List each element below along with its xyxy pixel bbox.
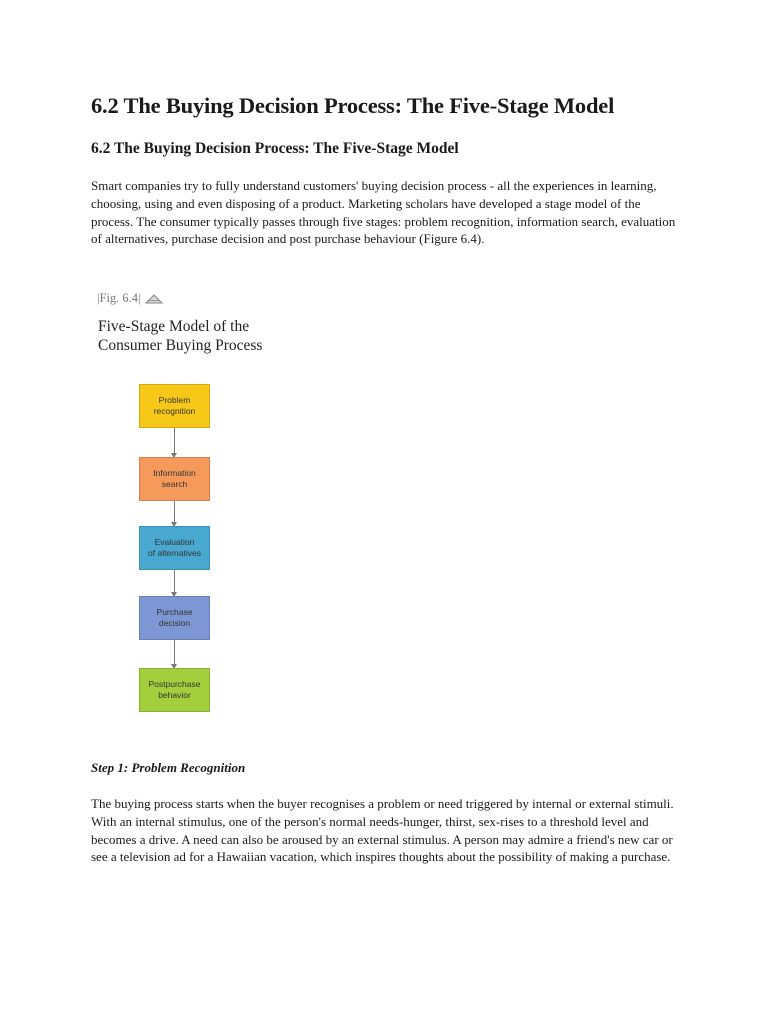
figure-title: Five-Stage Model of the Consumer Buying Process (98, 318, 263, 354)
intro-paragraph: Smart companies try to fully understand customers' buying decision process - all the experiences in learning, choosing, using and even disposing of a product. Marketing scholars have developed a stage model of the process. The consumer typically passes through five stages: problem recognition, information search, evaluation of alternatives, purchase decision and post purchase behaviour (Figure 6.4). (91, 178, 676, 247)
stage-postpurchase-behavior: Postpurchase behavior (139, 668, 210, 712)
arrow-3 (174, 570, 175, 596)
step1-heading: Step 1: Problem Recognition (91, 760, 246, 775)
figure-number: |Fig. 6.4| (97, 291, 141, 305)
five-stage-model-figure (97, 288, 297, 728)
stage-purchase-decision: Purchase decision (139, 596, 210, 640)
stage-information-search: Information search (139, 457, 210, 501)
step1-paragraph: The buying process starts when the buyer recognises a problem or need triggered by internal or external stimuli. With an internal stimulus, one of the person's normal needs-hunger, thirst, sex-rises to a threshold level and becomes a drive. A need can also be aroused by an external stimulus. A person may admire a friend's new car or see a television ad for a Hawaiian vacation, which inspires thoughts about the possibility of making a purchase. (91, 796, 674, 865)
arrow-1 (174, 428, 175, 457)
flow-diagram (97, 288, 297, 728)
arrow-2 (174, 501, 175, 526)
stage-problem-recognition: Problem recognition (139, 384, 210, 428)
section-heading: 6.2 The Buying Decision Process: The Five-Stage Model (91, 140, 459, 157)
page-title: 6.2 The Buying Decision Process: The Five-Stage Model (91, 93, 615, 118)
arrow-4 (174, 640, 175, 668)
stage-evaluation-of-alternatives: Evaluation of alternatives (139, 526, 210, 570)
